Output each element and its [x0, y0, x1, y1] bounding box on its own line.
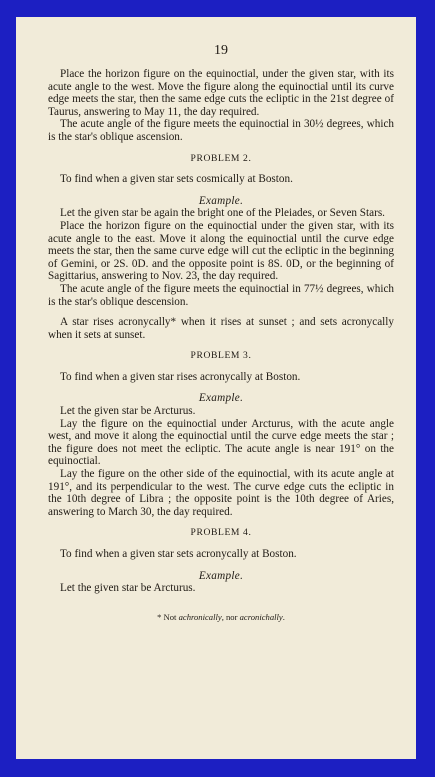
book-page — [16, 17, 416, 759]
footnote-word-2: acronichally — [239, 611, 283, 622]
paragraph: Let the given star be Arcturus. — [60, 405, 196, 418]
footnote-prefix: * Not — [157, 611, 179, 622]
acronycal-note: A star rises acronycally* when it rises at sunset ; and sets acronycally when it sets at sunset. — [48, 316, 394, 341]
problem-4-example-label: Example. — [198, 569, 244, 582]
page-text — [48, 43, 394, 623]
paragraph: Lay the figure on the equinoctial under Arcturus, with the acute angle west, and move it along the equinoctial until the curve edge meets the star ; the figure does not meet the ecliptic. The acute angle is near 191° on the equinoctial. — [48, 417, 394, 468]
problem-3-example-label: Example. — [198, 392, 244, 405]
footnote-suffix: . — [282, 611, 285, 622]
paragraph: Let the given star be again the bright one of the Pleiades, or Seven Stars. — [60, 207, 385, 220]
paragraph: Let the given star be Arcturus. — [60, 582, 196, 595]
problem-3-task: To find when a given star rises acronycally at Boston. — [60, 370, 301, 383]
paragraph: Place the horizon figure on the equinoctial, under the given star, with its acute angle to the west. Move the figure along the equinoctial until its curve edge meets the star, then the same edge cuts the ecliptic in the 21st degree of Taurus, answering to May 11, the day required. — [48, 68, 394, 118]
problem-2-heading: PROBLEM 2. — [190, 152, 252, 164]
page-number: 19 — [214, 43, 228, 58]
problem-3-heading: PROBLEM 3. — [190, 350, 252, 362]
problem-4-task: To find when a given star sets acronycally at Boston. — [60, 548, 297, 560]
problem-2-example-label: Example. — [198, 194, 244, 207]
paragraph: The acute angle of the figure meets the equinoctial in 77½ degrees, which is the star's oblique descension. — [48, 282, 394, 308]
footnote-word-1: achronically — [178, 611, 222, 622]
paragraph: The acute angle of the figure meets the equinoctial in 30½ degrees, which is the star's oblique ascension. — [48, 118, 394, 143]
problem-2-task: To find when a given star sets cosmically at Boston. — [60, 173, 293, 186]
problem-4-heading: PROBLEM 4. — [190, 527, 252, 539]
paragraph: Lay the figure on the other side of the equinoctial, with its acute angle at 191°, and its perpendicular to the west. The curve edge cuts the ecliptic in the 10th degree of Libra ; the opposite point is the 10th degree of Aries, answering to March 30, the day required. — [48, 468, 394, 518]
footnote — [48, 611, 394, 624]
footnote-middle: , nor — [221, 611, 240, 622]
paragraph: Place the horizon figure on the equinoctial under the given star, with its acute angle to the east. Move it along the equinoctial until the curve edge meets the star, then the same curve edge will cut the ecliptic in the beginning of Gemini, or 2S. 0D. and the opposite point is 8S. 0D, or the beginning of Sagittarius, answering to Nov. 23, the day required. — [48, 219, 394, 283]
